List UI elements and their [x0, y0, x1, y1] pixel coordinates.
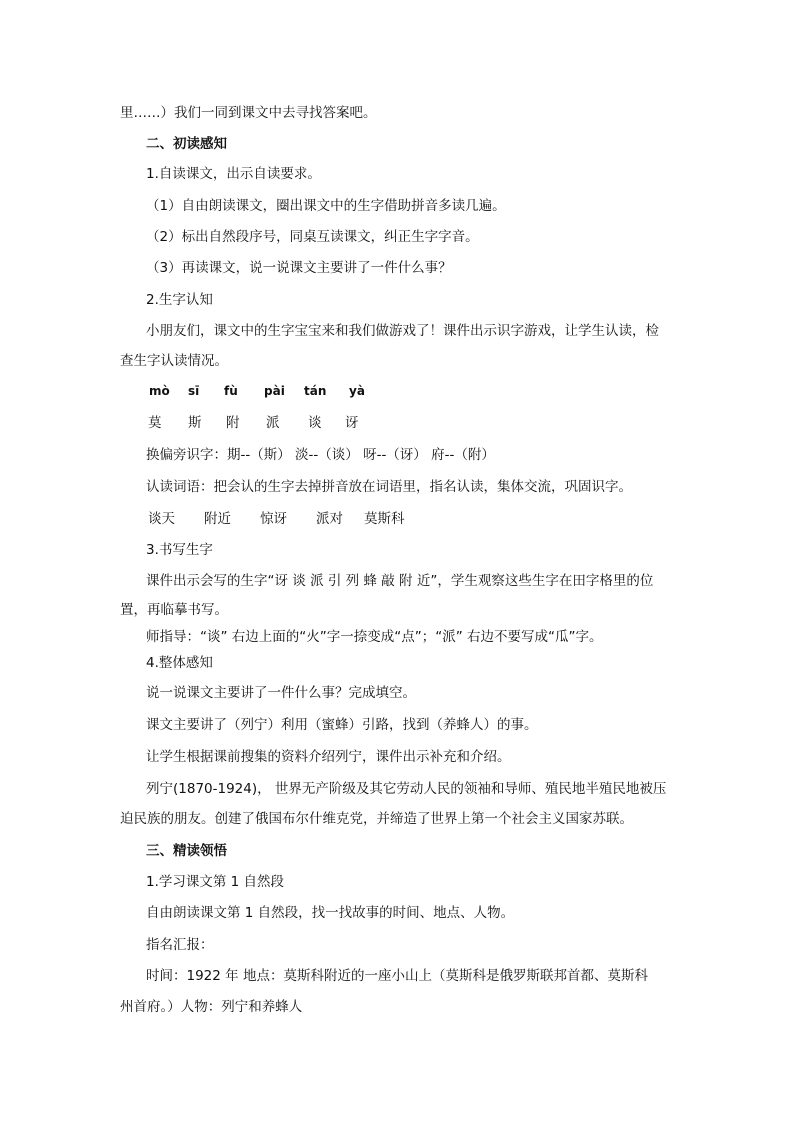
step-heading: 1.自读课文，出示自读要求。 [146, 166, 321, 182]
paragraph-line: 查生字认读情况。 [120, 353, 228, 369]
word-item: 谈天 [148, 511, 175, 527]
paragraph-line: 指名汇报： [146, 937, 214, 953]
step-heading: 4.整体感知 [146, 655, 213, 671]
paragraph-line: 迫民族的朋友。创建了俄国布尔什维克党，并缔造了世界上第一个社会主义国家苏联。 [120, 811, 633, 827]
step-heading: 2.生字认知 [146, 292, 213, 308]
paragraph-line: 换偏旁识字：期--（斯） 淡--（谈） 呀--（讶） 府--（附） [146, 447, 495, 463]
paragraph-line: 自由朗读课文第 1 自然段，找一找故事的时间、地点、人物。 [146, 905, 515, 921]
paragraph-line: 课件出示会写的生字“讶 谈 派 引 列 蜂 敲 附 近”，学生观察这些生字在田字格里的位 [146, 573, 654, 589]
requirement-item: （3）再读课文，说一说课文主要讲了一件什么事？ [146, 260, 452, 276]
section-heading: 三、精读领悟 [146, 843, 227, 859]
word-item: 派对 [316, 511, 343, 527]
character-item: 斯 [188, 415, 202, 431]
character-item: 谈 [308, 415, 322, 431]
character-item: 莫 [148, 415, 162, 431]
pinyin-item: tán [304, 384, 327, 398]
paragraph-line: 认读词语：把会认的生字去掉拼音放在词语里，指名认读，集体交流，巩固识字。 [146, 479, 632, 495]
paragraph-line: 置，再临摹书写。 [120, 602, 228, 618]
word-item: 惊讶 [260, 511, 287, 527]
requirement-item: （2）标出自然段序号，同桌互读课文，纠正生字字音。 [146, 229, 479, 245]
word-item: 莫斯科 [364, 511, 405, 527]
paragraph-line: 说一说课文主要讲了一件什么事？完成填空。 [146, 685, 416, 701]
character-item: 讶 [345, 415, 359, 431]
section-heading: 二、初读感知 [146, 136, 227, 152]
paragraph-line: 小朋友们，课文中的生字宝宝来和我们做游戏了！课件出示识字游戏，让学生认读，检 [146, 323, 659, 339]
word-item: 附近 [204, 511, 231, 527]
paragraph-line: 师指导：“谈” 右边上面的“火”字一捺变成“点”；“派” 右边不要写成“瓜”字。 [146, 629, 603, 645]
requirement-item: （1）自由朗读课文，圈出课文中的生字借助拼音多读几遍。 [146, 198, 506, 214]
paragraph-line: 列宁(1870-1924)， 世界无产阶级及其它劳动人民的领袖和导师、殖民地半殖民地被压 [146, 781, 667, 797]
character-item: 派 [266, 415, 280, 431]
paragraph-line: 时间：1922 年 地点：莫斯科附近的一座小山上（莫斯科是俄罗斯联邦首都、莫斯科 [146, 968, 648, 984]
character-item: 附 [226, 415, 240, 431]
paragraph-line: 课文主要讲了（列宁）利用（蜜蜂）引路，找到（养蜂人）的事。 [146, 717, 538, 733]
paragraph-line: 里……）我们一同到课文中去寻找答案吧。 [120, 105, 377, 121]
step-heading: 1.学习课文第 1 自然段 [146, 874, 285, 890]
pinyin-item: mò [149, 384, 170, 398]
pinyin-item: fù [224, 384, 238, 398]
paragraph-line: 州首府。）人物：列宁和养蜂人 [120, 999, 303, 1015]
pinyin-item: pài [264, 384, 285, 398]
paragraph-line: 让学生根据课前搜集的资料介绍列宁，课件出示补充和介绍。 [146, 749, 511, 765]
pinyin-item: sī [188, 384, 200, 398]
step-heading: 3.书写生字 [146, 542, 213, 558]
pinyin-item: yà [349, 384, 365, 398]
